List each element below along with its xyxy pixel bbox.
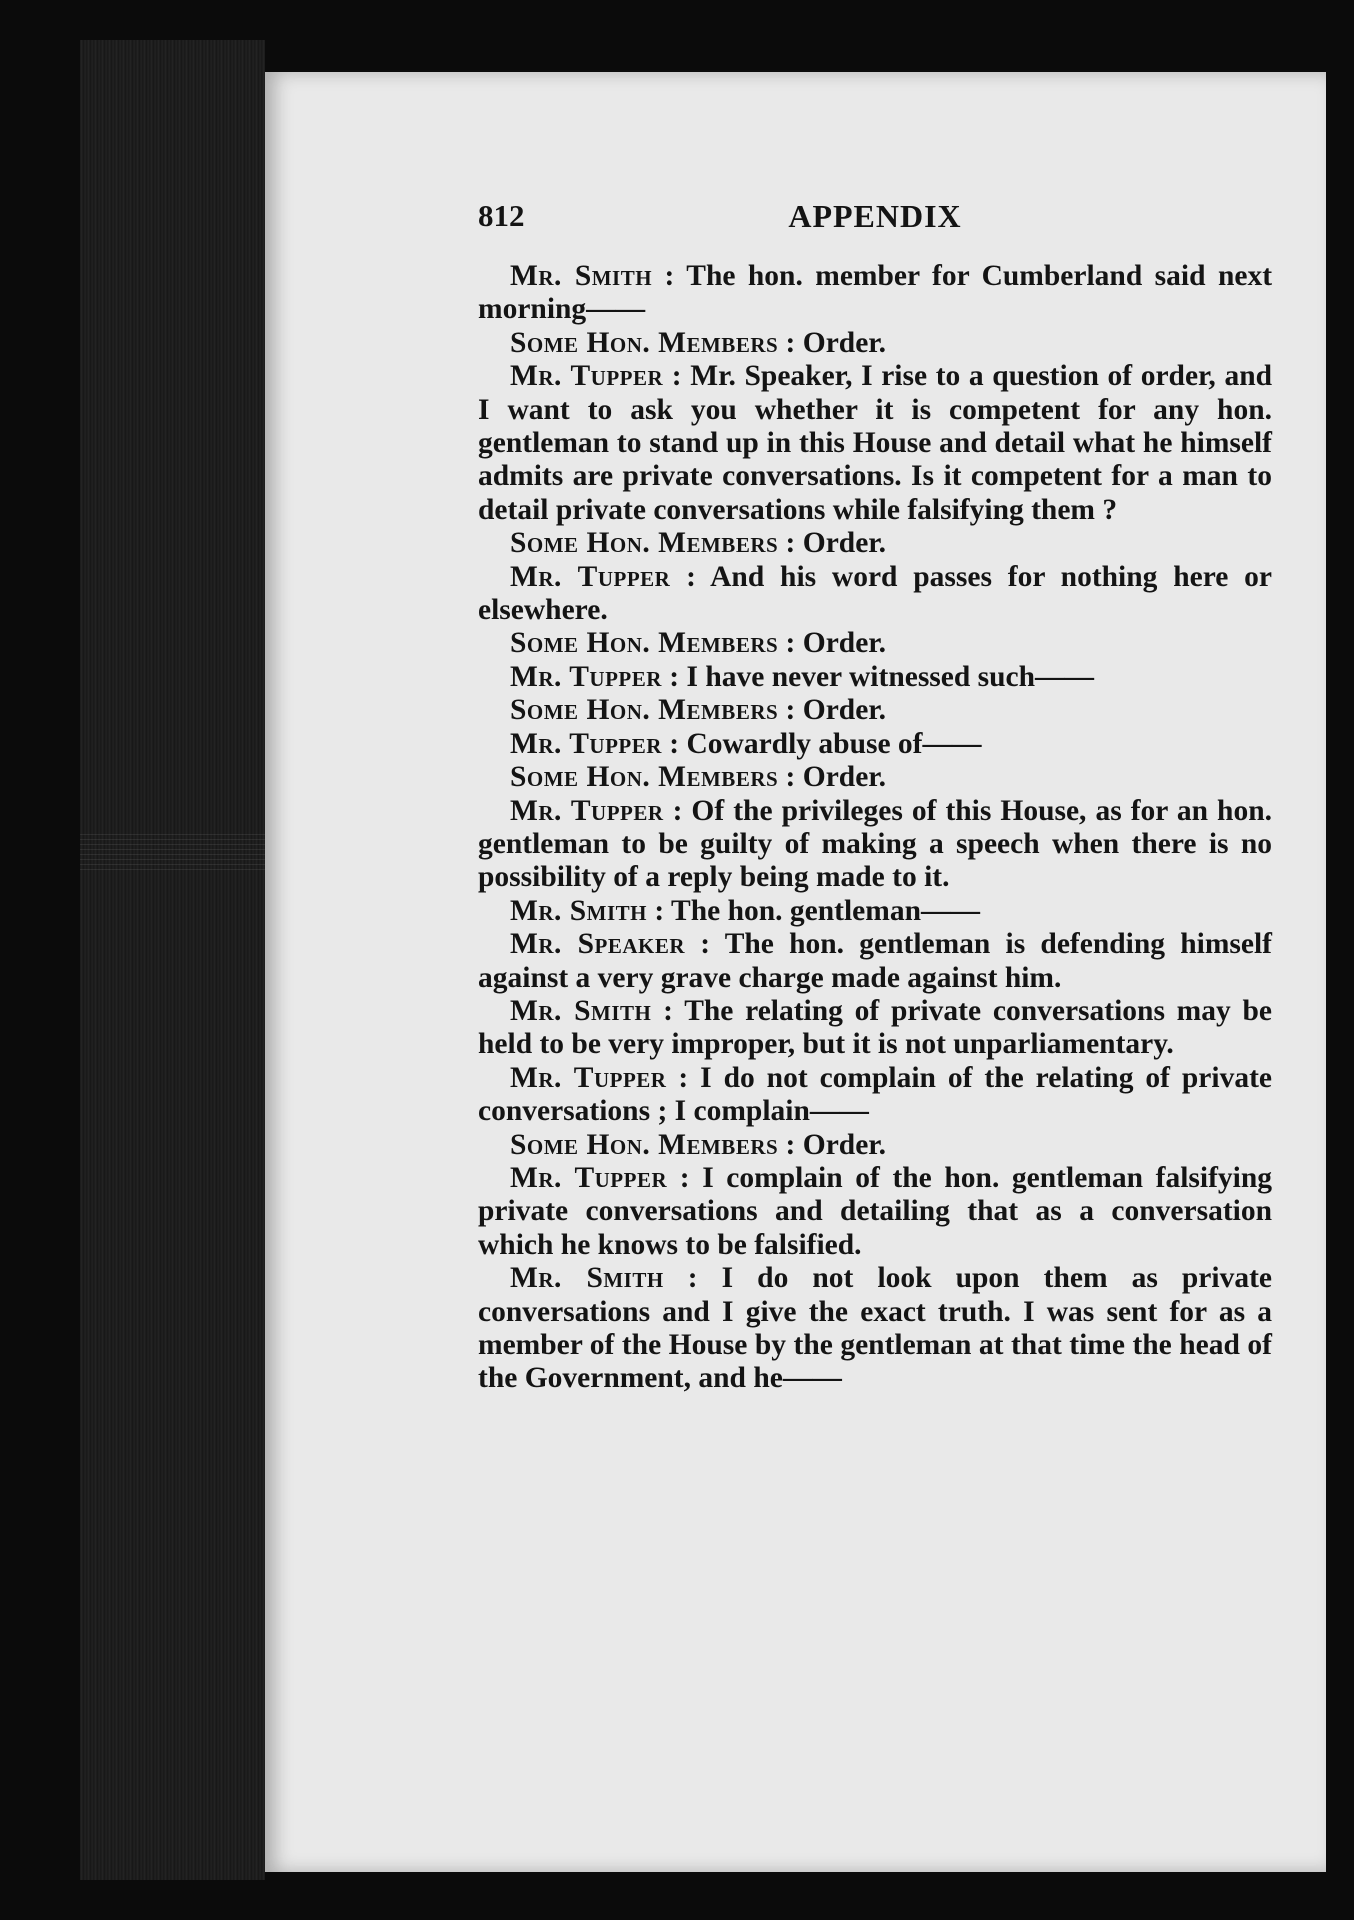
speaker-separator: :	[778, 527, 803, 560]
speaker-separator: :	[778, 326, 803, 359]
speaker-name: Mr. Tupper	[510, 360, 664, 393]
speech-text: Order.	[802, 1128, 887, 1161]
speaker-separator: :	[647, 894, 672, 927]
speaker-name: Mr. Tupper	[510, 727, 662, 760]
speech-text: Order.	[802, 527, 887, 560]
book-page-edges	[80, 40, 265, 1880]
speech-text: The hon. member for Cumberland said next morning——	[478, 260, 1273, 326]
speaker-separator: :	[661, 660, 687, 693]
speaker-name: Mr. Smith	[510, 1262, 664, 1295]
paragraph	[478, 627, 1272, 660]
paragraph	[478, 561, 1272, 628]
paragraph	[478, 728, 1272, 761]
paragraph	[478, 1062, 1272, 1129]
speaker-name: Mr. Tupper	[510, 1061, 667, 1094]
speaker-name: Mr. Tupper	[510, 560, 671, 593]
paragraph	[478, 527, 1272, 560]
speaker-name: Some Hon. Members	[510, 326, 779, 359]
page-number: 812	[478, 198, 525, 233]
debate-text	[478, 260, 1272, 1396]
speaker-name: Mr. Smith	[510, 994, 652, 1027]
speech-text: I have never witnessed such——	[686, 660, 1095, 693]
speaker-name: Mr. Smith	[510, 894, 647, 927]
speaker-separator: :	[778, 761, 803, 794]
speaker-separator: :	[778, 627, 803, 660]
speaker-separator: :	[778, 694, 803, 727]
speech-text: I complain of the hon. gentleman falsifying private conversations and detailing that as a conversation which he knows to be falsified.	[478, 1161, 1272, 1261]
speaker-separator: :	[778, 1128, 803, 1161]
speaker-name: Mr. Tupper	[510, 660, 662, 693]
speaker-name: Mr. Smith	[510, 260, 653, 292]
paragraph	[478, 1262, 1272, 1396]
speech-text: Cowardly abuse of——	[686, 727, 982, 760]
speech-text: The hon. gentleman is defending himself against a very grave charge made against him.	[478, 928, 1272, 994]
paragraph	[478, 995, 1272, 1062]
speaker-name: Mr. Tupper	[510, 1161, 668, 1194]
speech-text: The relating of private conversations may be held to be very improper, but it is not unparliamentary.	[478, 994, 1273, 1061]
speaker-separator: :	[652, 260, 687, 292]
paragraph	[478, 360, 1272, 527]
paragraph	[478, 1162, 1272, 1262]
paragraph	[478, 694, 1272, 727]
speaker-separator: :	[651, 994, 685, 1027]
speaker-name: Mr. Tupper	[510, 794, 664, 827]
paragraph	[478, 795, 1272, 895]
paragraph	[478, 260, 1272, 327]
speaker-separator: :	[667, 1161, 703, 1194]
speaker-name: Some Hon. Members	[510, 527, 779, 560]
speech-text: Order.	[802, 627, 887, 660]
speech-text: Mr. Speaker, I rise to a question of order, and I want to ask you whether it is competent for any hon. gentleman to stand up in this House and detail what he himself admits are private conversations. Is it competent for a man to detail private conversations while falsifying them ?	[478, 360, 1273, 526]
speaker-separator: :	[663, 360, 691, 393]
page-title: APPENDIX	[788, 198, 962, 234]
paragraph	[478, 761, 1272, 794]
speaker-separator: :	[666, 1061, 701, 1094]
speech-text: Order.	[802, 326, 887, 359]
speech-text: Order.	[802, 761, 887, 794]
paragraph	[478, 895, 1272, 928]
paragraph	[478, 327, 1272, 360]
paragraph	[478, 1129, 1272, 1162]
book-page	[265, 72, 1326, 1872]
speech-text: And his word passes for nothing here or elsewhere.	[478, 560, 1272, 627]
speaker-separator: :	[663, 1262, 722, 1295]
speech-text: Order.	[802, 694, 887, 727]
speaker-separator: :	[663, 794, 692, 827]
speaker-separator: :	[685, 928, 725, 961]
speech-text: I do not look upon them as private conversations and I give the exact truth. I was sent for as a member of the House by the gentleman at that time the head of the Government, and he——	[478, 1262, 1272, 1395]
speaker-separator: :	[661, 727, 687, 760]
running-head	[478, 198, 1272, 238]
speaker-name: Some Hon. Members	[510, 627, 779, 660]
paragraph	[478, 661, 1272, 694]
speech-text: I do not complain of the relating of private conversations ; I complain——	[478, 1061, 1272, 1128]
speaker-name: Mr. Speaker	[510, 928, 686, 961]
speech-text: Of the privileges of this House, as for an hon. gentleman to be guilty of making a speech when there is no possibility of a reply being made to it.	[478, 794, 1272, 894]
speaker-name: Some Hon. Members	[510, 694, 779, 727]
speaker-name: Some Hon. Members	[510, 1128, 779, 1161]
speaker-separator: :	[670, 560, 711, 593]
paragraph	[478, 928, 1272, 995]
speech-text: The hon. gentleman——	[671, 894, 981, 927]
speaker-name: Some Hon. Members	[510, 761, 779, 794]
